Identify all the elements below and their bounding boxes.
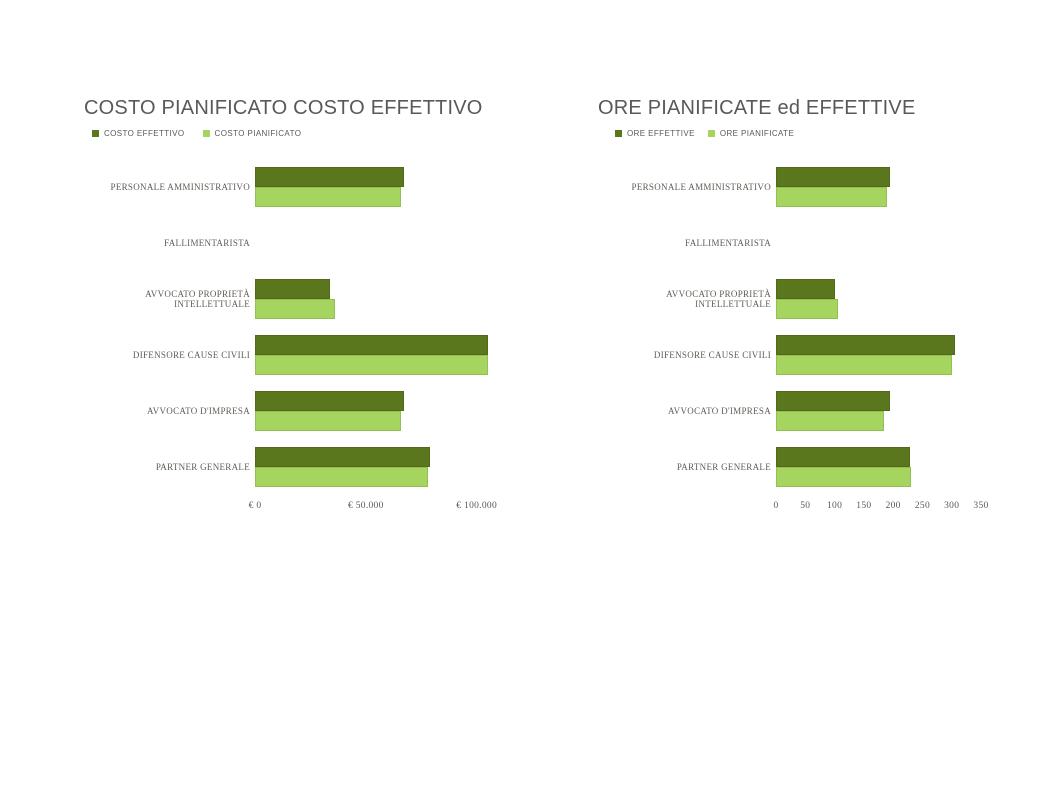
bar-planned[interactable] [776, 299, 838, 319]
category-label: FALLIMENTARISTA [164, 237, 250, 248]
category-row [84, 271, 530, 327]
category-label: PARTNER GENERALE [676, 461, 771, 472]
legend-swatch-planned-icon [203, 130, 210, 137]
category-row [598, 159, 1008, 215]
category-label: DIFENSORE CAUSE CIVILI [653, 349, 771, 360]
bar-actual[interactable] [255, 335, 488, 355]
x-axis-tick-label: € 100.000 [456, 501, 498, 511]
x-axis-tick-label: 150 [856, 501, 872, 511]
x-axis-tick-label: 250 [914, 501, 930, 511]
bar-group [776, 167, 1008, 207]
bar-actual[interactable] [776, 447, 910, 467]
chart-legend [92, 129, 301, 138]
legend-item[interactable] [615, 129, 695, 138]
category-row [598, 215, 1008, 271]
legend-item[interactable] [203, 129, 302, 138]
legend-item[interactable] [708, 129, 794, 138]
x-axis-tick-label: 300 [944, 501, 960, 511]
chart-legend [615, 129, 794, 138]
category-label: PERSONALE AMMINISTRATIVO [631, 181, 771, 192]
bar-group [255, 447, 530, 487]
chart-title[interactable]: ORE PIANIFICATE ed EFFETTIVE [598, 97, 916, 119]
bar-group [255, 167, 530, 207]
bar-actual[interactable] [255, 447, 430, 467]
legend-swatch-actual-icon [615, 130, 622, 137]
x-axis-tick-label: € 50.000 [348, 501, 384, 511]
plot-area [84, 159, 530, 495]
legend-swatch-actual-icon [92, 130, 99, 137]
bar-planned[interactable] [255, 411, 401, 431]
legend-label: COSTO EFFETTIVO [104, 129, 185, 138]
category-row [84, 439, 530, 495]
bar-planned[interactable] [255, 299, 335, 319]
x-axis [773, 495, 1008, 515]
bar-planned[interactable] [255, 187, 401, 207]
legend-swatch-planned-icon [708, 130, 715, 137]
x-axis [248, 495, 530, 515]
category-row [598, 271, 1008, 327]
category-label: FALLIMENTARISTA [685, 237, 771, 248]
category-row [84, 327, 530, 383]
category-label: PERSONALE AMMINISTRATIVO [110, 181, 250, 192]
legend-label: ORE PIANIFICATE [719, 129, 795, 138]
category-row [598, 439, 1008, 495]
bar-group [776, 447, 1008, 487]
bar-planned[interactable] [255, 467, 428, 487]
bar-planned[interactable] [776, 411, 884, 431]
x-axis-tick-label: 0 [773, 501, 779, 511]
x-axis-tick-label: € 0 [248, 501, 262, 511]
category-row [598, 327, 1008, 383]
category-row [84, 159, 530, 215]
legend-label: ORE EFFETTIVE [627, 129, 695, 138]
bar-group [255, 279, 530, 319]
category-label: AVVOCATO PROPRIETÀ INTELLETTUALE [145, 288, 250, 309]
x-axis-tick-label: 200 [885, 501, 901, 511]
chart-title[interactable]: COSTO PIANIFICATO COSTO EFFETTIVO [84, 97, 483, 119]
bar-actual[interactable] [776, 391, 890, 411]
bar-planned[interactable] [776, 187, 887, 207]
legend-item[interactable] [92, 129, 185, 138]
category-label: AVVOCATO PROPRIETÀ INTELLETTUALE [666, 288, 771, 309]
x-axis-tick-label: 100 [826, 501, 843, 511]
bar-actual[interactable] [776, 335, 955, 355]
chart-planned-vs-actual-hours[interactable] [598, 96, 1008, 526]
category-label: AVVOCATO D'IMPRESA [147, 405, 250, 416]
category-row [598, 383, 1008, 439]
bar-planned[interactable] [255, 355, 488, 375]
x-axis-tick-label: 50 [800, 501, 811, 511]
category-label: AVVOCATO D'IMPRESA [668, 405, 771, 416]
bar-group [776, 391, 1008, 431]
bar-group [776, 279, 1008, 319]
x-axis-tick-label: 350 [973, 501, 989, 511]
bar-actual[interactable] [776, 167, 890, 187]
bar-group [255, 223, 530, 263]
legend-label: COSTO PIANIFICATO [214, 129, 302, 138]
plot-area [598, 159, 1008, 495]
bar-planned[interactable] [776, 355, 952, 375]
category-row [84, 383, 530, 439]
bar-group [776, 223, 1008, 263]
category-label: DIFENSORE CAUSE CIVILI [132, 349, 250, 360]
bar-actual[interactable] [255, 391, 404, 411]
bar-actual[interactable] [255, 279, 330, 299]
bar-planned[interactable] [776, 467, 911, 487]
bar-actual[interactable] [776, 279, 835, 299]
category-row [84, 215, 530, 271]
bar-actual[interactable] [255, 167, 404, 187]
bar-group [255, 391, 530, 431]
bar-group [255, 335, 530, 375]
bar-group [776, 335, 1008, 375]
chart-planned-vs-actual-cost[interactable] [84, 96, 530, 526]
category-label: PARTNER GENERALE [155, 461, 250, 472]
